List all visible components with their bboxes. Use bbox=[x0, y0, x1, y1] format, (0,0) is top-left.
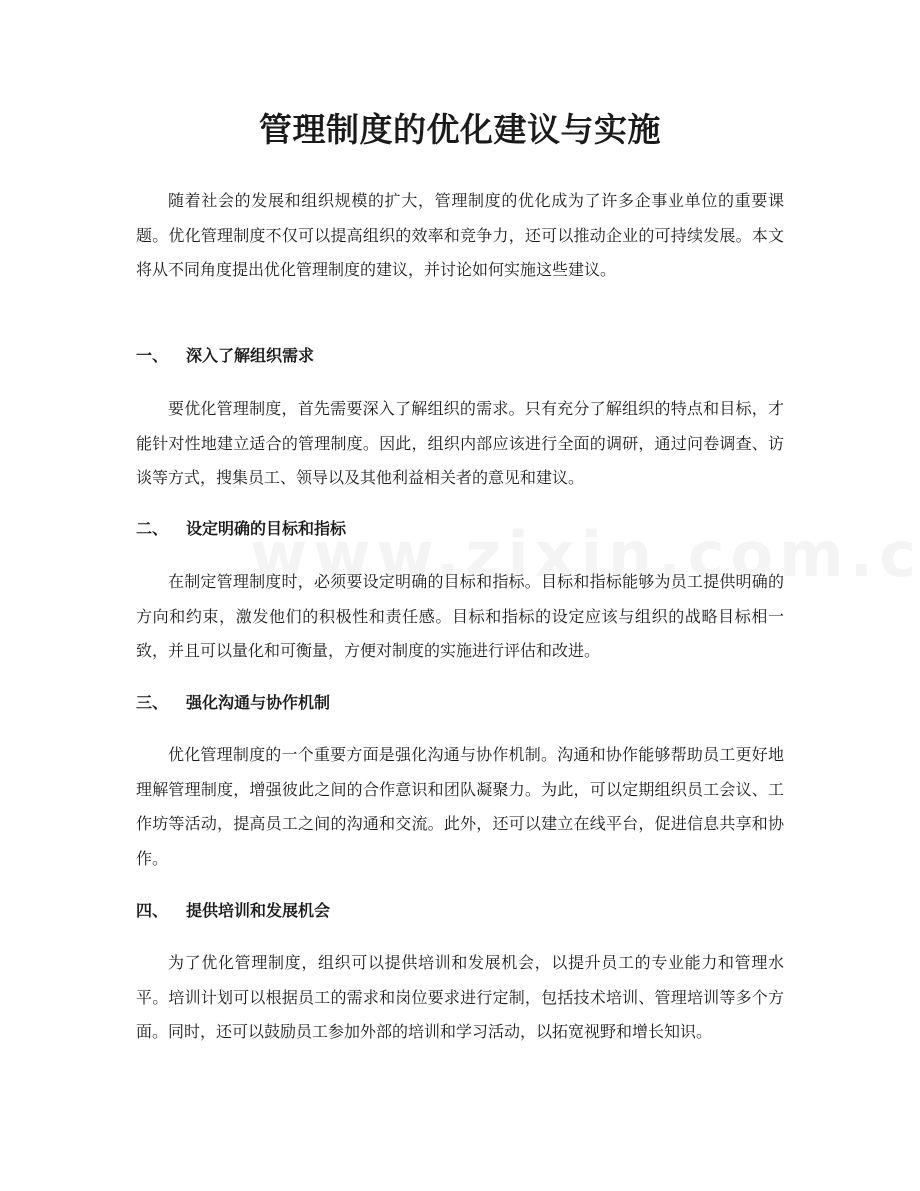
section-number: 二、 bbox=[136, 519, 169, 538]
section-title: 深入了解组织需求 bbox=[186, 346, 315, 365]
section-number: 四、 bbox=[136, 901, 169, 920]
section-heading-4 bbox=[136, 898, 784, 924]
section-number: 三、 bbox=[136, 693, 169, 712]
section-body-2: 在制定管理制度时，必须要设定明确的目标和指标。目标和指标能够为员工提供明确的方向和约束，激发他们的积极性和责任感。目标和指标的设定应该与组织的战略目标相一致，并且可以量化和可衡量，方便对制度的实施进行评估和改进。 bbox=[136, 572, 784, 660]
intro-paragraph: 随着社会的发展和组织规模的扩大，管理制度的优化成为了许多企事业单位的重要课题。优化管理制度不仅可以提高组织的效率和竞争力，还可以推动企业的可持续发展。本文将从不同角度提出优化管理制度的建议，并讨论如何实施这些建议。 bbox=[136, 191, 784, 279]
section-body-4: 为了优化管理制度，组织可以提供培训和发展机会，以提升员工的专业能力和管理水平。培训计划可以根据员工的需求和岗位要求进行定制，包括技术培训、管理培训等多个方面。同时，还可以鼓励员工参加外部的培训和学习活动，以拓宽视野和增长知识。 bbox=[136, 953, 784, 1041]
document-title: 管理制度的优化建议与实施 bbox=[259, 110, 661, 149]
section-title: 设定明确的目标和指标 bbox=[186, 519, 347, 538]
section-heading-1 bbox=[136, 343, 784, 369]
section-body-1: 要优化管理制度，首先需要深入了解组织的需求。只有充分了解组织的特点和目标，才能针对性地建立适合的管理制度。因此，组织内部应该进行全面的调研，通过问卷调查、访谈等方式，搜集员工、领导以及其他利益相关者的意见和建议。 bbox=[136, 399, 784, 487]
section-title: 提供培训和发展机会 bbox=[186, 901, 331, 920]
section-number: 一、 bbox=[136, 346, 169, 365]
section-title: 强化沟通与协作机制 bbox=[186, 693, 331, 712]
section-body-3: 优化管理制度的一个重要方面是强化沟通与协作机制。沟通和协作能够帮助员工更好地理解管理制度，增强彼此之间的合作意识和团队凝聚力。为此，可以定期组织员工会议、工作坊等活动，提高员工之间的沟通和交流。此外，还可以建立在线平台，促进信息共享和协作。 bbox=[136, 745, 784, 868]
section-heading-2 bbox=[136, 516, 784, 542]
section-heading-3 bbox=[136, 690, 784, 716]
